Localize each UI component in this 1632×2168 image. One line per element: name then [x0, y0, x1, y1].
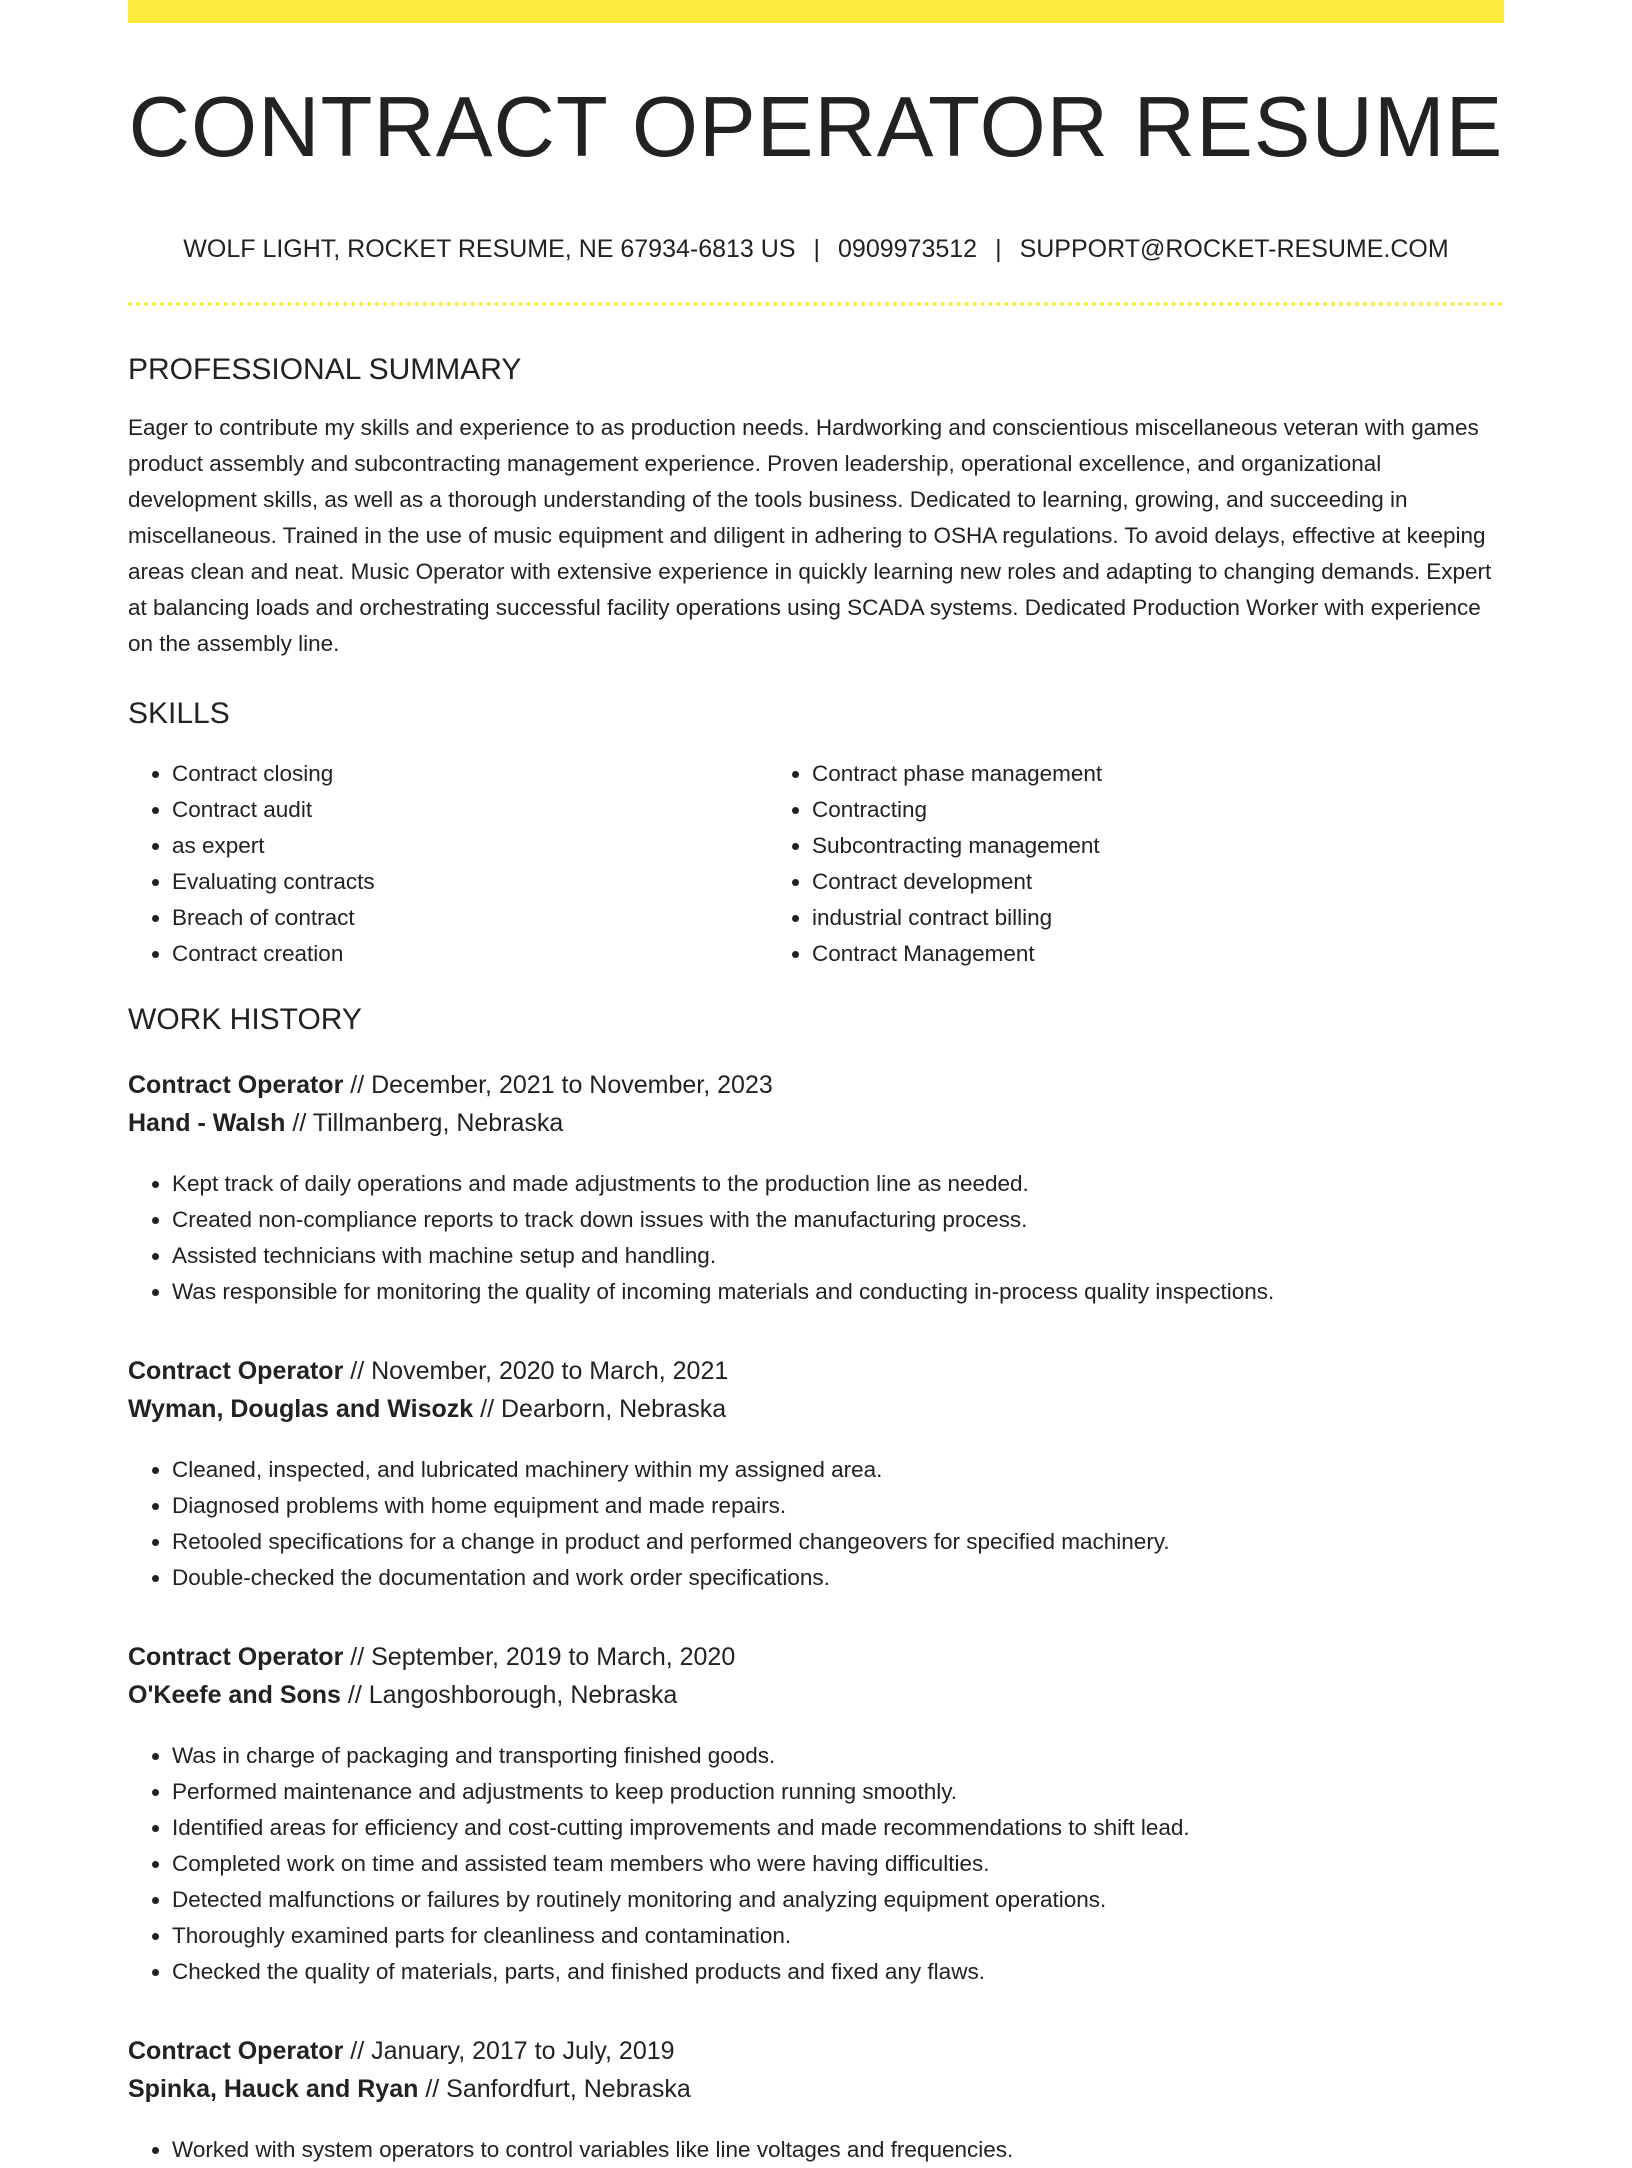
job-duties — [128, 1452, 1504, 1596]
duty-item: • Kept track of daily operations and made adjustments to the production line as needed. — [172, 1166, 1504, 1202]
skill-item: • Contract audit — [172, 792, 762, 828]
skills-heading: SKILLS — [128, 697, 230, 730]
skill-item: • Contracting — [812, 792, 1396, 828]
job-dates: November, 2020 to March, 2021 — [371, 1357, 729, 1385]
job-separator: // — [343, 1357, 372, 1385]
job-entry — [128, 2032, 1504, 2168]
skill-item: • Subcontracting management — [812, 828, 1396, 864]
work-history-heading: WORK HISTORY — [128, 1003, 362, 1036]
duty-item: • Performed maintenance and adjustments to keep production running smoothly. — [172, 1774, 1504, 1810]
job-location: Sanfordfurt, Nebraska — [446, 2075, 691, 2103]
contact-separator: | — [813, 235, 821, 263]
job-company: Hand - Walsh — [128, 1109, 286, 1137]
job-role: Contract Operator — [128, 2037, 344, 2065]
job-duties — [128, 2132, 1504, 2168]
skill-item: • as expert — [172, 828, 762, 864]
skills-column-left — [128, 756, 762, 972]
resume-title: CONTRACT OPERATOR RESUME — [128, 80, 1504, 175]
job-company: Spinka, Hauck and Ryan — [128, 2075, 419, 2103]
job-role-line — [128, 2032, 1504, 2070]
job-duties — [128, 1738, 1504, 1990]
skills-list — [128, 756, 1504, 972]
job-duties — [128, 1166, 1504, 1310]
job-company: Wyman, Douglas and Wisozk — [128, 1395, 474, 1423]
skill-item: • Contract closing — [172, 756, 762, 792]
job-role-line — [128, 1638, 1504, 1676]
duty-item: • Detected malfunctions or failures by routinely monitoring and analyzing equipment operations. — [172, 1882, 1504, 1918]
job-company-line — [128, 1676, 1504, 1714]
job-separator: // — [343, 1643, 372, 1671]
job-company-line — [128, 1104, 1504, 1142]
skills-column-right — [762, 756, 1396, 972]
dotted-divider — [128, 302, 1504, 306]
job-dates: January, 2017 to July, 2019 — [371, 2037, 675, 2065]
job-company-line — [128, 2070, 1504, 2108]
skill-item: • Evaluating contracts — [172, 864, 762, 900]
duty-item: • Was in charge of packaging and transporting finished goods. — [172, 1738, 1504, 1774]
top-accent-bar — [128, 0, 1504, 23]
job-company: O'Keefe and Sons — [128, 1681, 341, 1709]
job-company-line — [128, 1390, 1504, 1428]
duty-item: • Identified areas for efficiency and cost-cutting improvements and made recommendations to shift lead. — [172, 1810, 1504, 1846]
job-separator: // — [285, 1109, 313, 1137]
duty-item: • Created non-compliance reports to track down issues with the manufacturing process. — [172, 1202, 1504, 1238]
skill-item: • Contract creation — [172, 936, 762, 972]
duty-item: • Worked with system operators to control variables like line voltages and frequencies. — [172, 2132, 1504, 2168]
contact-phone: 0909973512 — [838, 235, 978, 263]
job-location: Langoshborough, Nebraska — [368, 1681, 678, 1709]
job-role-line — [128, 1352, 1504, 1390]
job-separator: // — [343, 1071, 372, 1099]
skill-item: • Breach of contract — [172, 900, 762, 936]
summary-heading: PROFESSIONAL SUMMARY — [128, 353, 522, 386]
job-role: Contract Operator — [128, 1643, 344, 1671]
duty-item: • Assisted technicians with machine setup and handling. — [172, 1238, 1504, 1274]
duty-item: • Was responsible for monitoring the quality of incoming materials and conducting in-process quality inspections. — [172, 1274, 1504, 1310]
job-entry — [128, 1066, 1504, 1310]
duty-item: • Checked the quality of materials, parts, and finished products and fixed any flaws. — [172, 1954, 1504, 1990]
skill-item: • industrial contract billing — [812, 900, 1396, 936]
duty-item: • Thoroughly examined parts for cleanliness and contamination. — [172, 1918, 1504, 1954]
job-role: Contract Operator — [128, 1357, 344, 1385]
job-location: Tillmanberg, Nebraska — [312, 1109, 564, 1137]
skill-item: • Contract Management — [812, 936, 1396, 972]
contact-line — [128, 234, 1504, 264]
duty-item: • Retooled specifications for a change in product and performed changeovers for specified machinery. — [172, 1524, 1504, 1560]
duty-item: • Double-checked the documentation and work order specifications. — [172, 1560, 1504, 1596]
job-separator: // — [340, 1681, 369, 1709]
duty-item: • Cleaned, inspected, and lubricated machinery within my assigned area. — [172, 1452, 1504, 1488]
contact-email: SUPPORT@ROCKET-RESUME.COM — [1019, 235, 1449, 263]
job-separator: // — [418, 2075, 447, 2103]
job-role-line — [128, 1066, 1504, 1104]
job-entry — [128, 1352, 1504, 1596]
job-entry — [128, 1638, 1504, 1990]
job-separator: // — [473, 1395, 501, 1423]
resume-page — [128, 0, 1504, 2168]
contact-separator: | — [995, 235, 1002, 263]
duty-item: • Diagnosed problems with home equipment and made repairs. — [172, 1488, 1504, 1524]
job-location: Dearborn, Nebraska — [501, 1395, 727, 1423]
job-dates: December, 2021 to November, 2023 — [371, 1071, 773, 1099]
skill-item: • Contract phase management — [812, 756, 1396, 792]
summary-text: Eager to contribute my skills and experience to as production needs. Hardworking and conscientious miscellaneous veteran with games product assembly and subcontracting management experience. Proven leadership, operational excellence, and organizational development skills, as well as a thorough understanding of the tools business. Dedicated to learning, growing, and succeeding in miscellaneous. Trained in the use of music equipment and diligent in adhering to OSHA regulations. To avoid delays, effective at keeping areas clean and neat. Music Operator with extensive experience in quickly learning new roles and adapting to changing demands. Expert at balancing loads and orchestrating successful facility operations using SCADA systems. Dedicated Production Worker with experience on the assembly line. — [128, 415, 1492, 656]
contact-address: WOLF LIGHT, ROCKET RESUME, NE 67934-6813 US — [183, 235, 796, 263]
job-role: Contract Operator — [128, 1071, 344, 1099]
job-dates: September, 2019 to March, 2020 — [371, 1643, 736, 1671]
job-separator: // — [343, 2037, 372, 2065]
skill-item: • Contract development — [812, 864, 1396, 900]
duty-item: • Completed work on time and assisted team members who were having difficulties. — [172, 1846, 1504, 1882]
